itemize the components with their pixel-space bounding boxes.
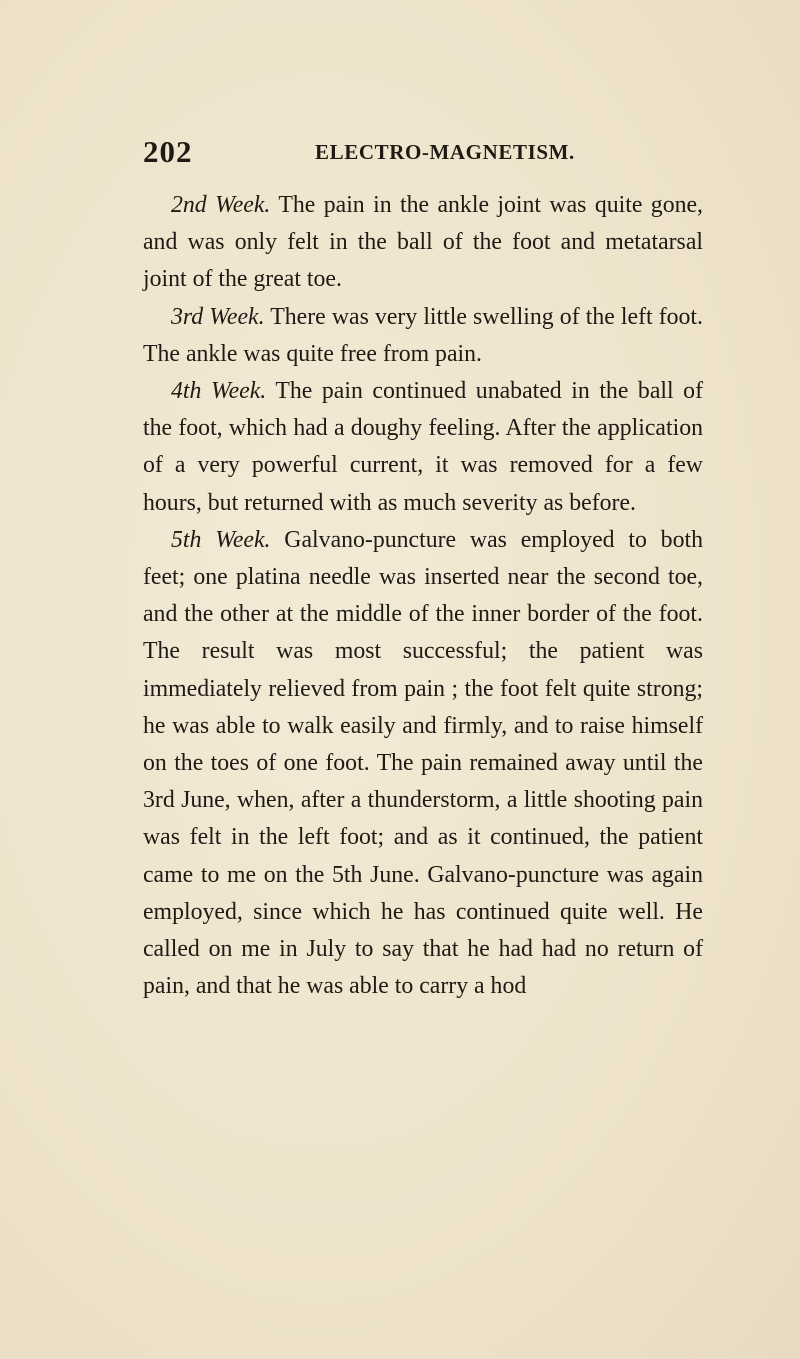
page-number: 202 (143, 134, 193, 169)
body-text (143, 187, 703, 1005)
paragraph-week-2 (143, 187, 703, 299)
paragraph-week-5 (143, 522, 703, 1006)
paragraph-text: There was very little swelling of the left foot. The ankle was quite free from pain. (143, 303, 703, 367)
paragraph-text: Galvano-puncture was employed to both feet; one platina needle was inserted near the second toe, and the other at the middle of the inner border of the foot. The result was most successful; the patient was immediately relieved from pain ; the foot felt quite strong; he was able to walk easily and firmly, and to raise himself on the toes of one foot. The pain remained away until the 3rd June, when, after a thunderstorm, a little shooting pain was felt in the left foot; and as it continued, the patient came to me on the 5th June. Galvano-puncture was again employed, since which he has continued quite well. He called on me in July to say that he had had no return of pain, and that he was able to carry a hod (143, 526, 703, 1000)
running-head: ELECTRO-MAGNETISM. (315, 140, 575, 164)
paragraph-week-4 (143, 373, 703, 522)
page-header (143, 134, 703, 174)
paragraph-text: The pain continued unabated in the ball of the foot, which had a doughy feeling. After the application of a very powerful current, it was removed for a few hours, but returned with as much severity as before. (143, 378, 703, 516)
week-heading: 3rd Week. (171, 303, 265, 330)
week-heading: 5th Week. (171, 526, 271, 553)
week-heading: 4th Week. (171, 378, 267, 405)
paragraph-text: The pain in the ankle joint was quite gone, and was only felt in the ball of the foot and metatarsal joint of the great toe. (143, 192, 704, 293)
week-heading: 2nd Week. (171, 192, 271, 218)
paragraph-week-3 (143, 299, 703, 373)
